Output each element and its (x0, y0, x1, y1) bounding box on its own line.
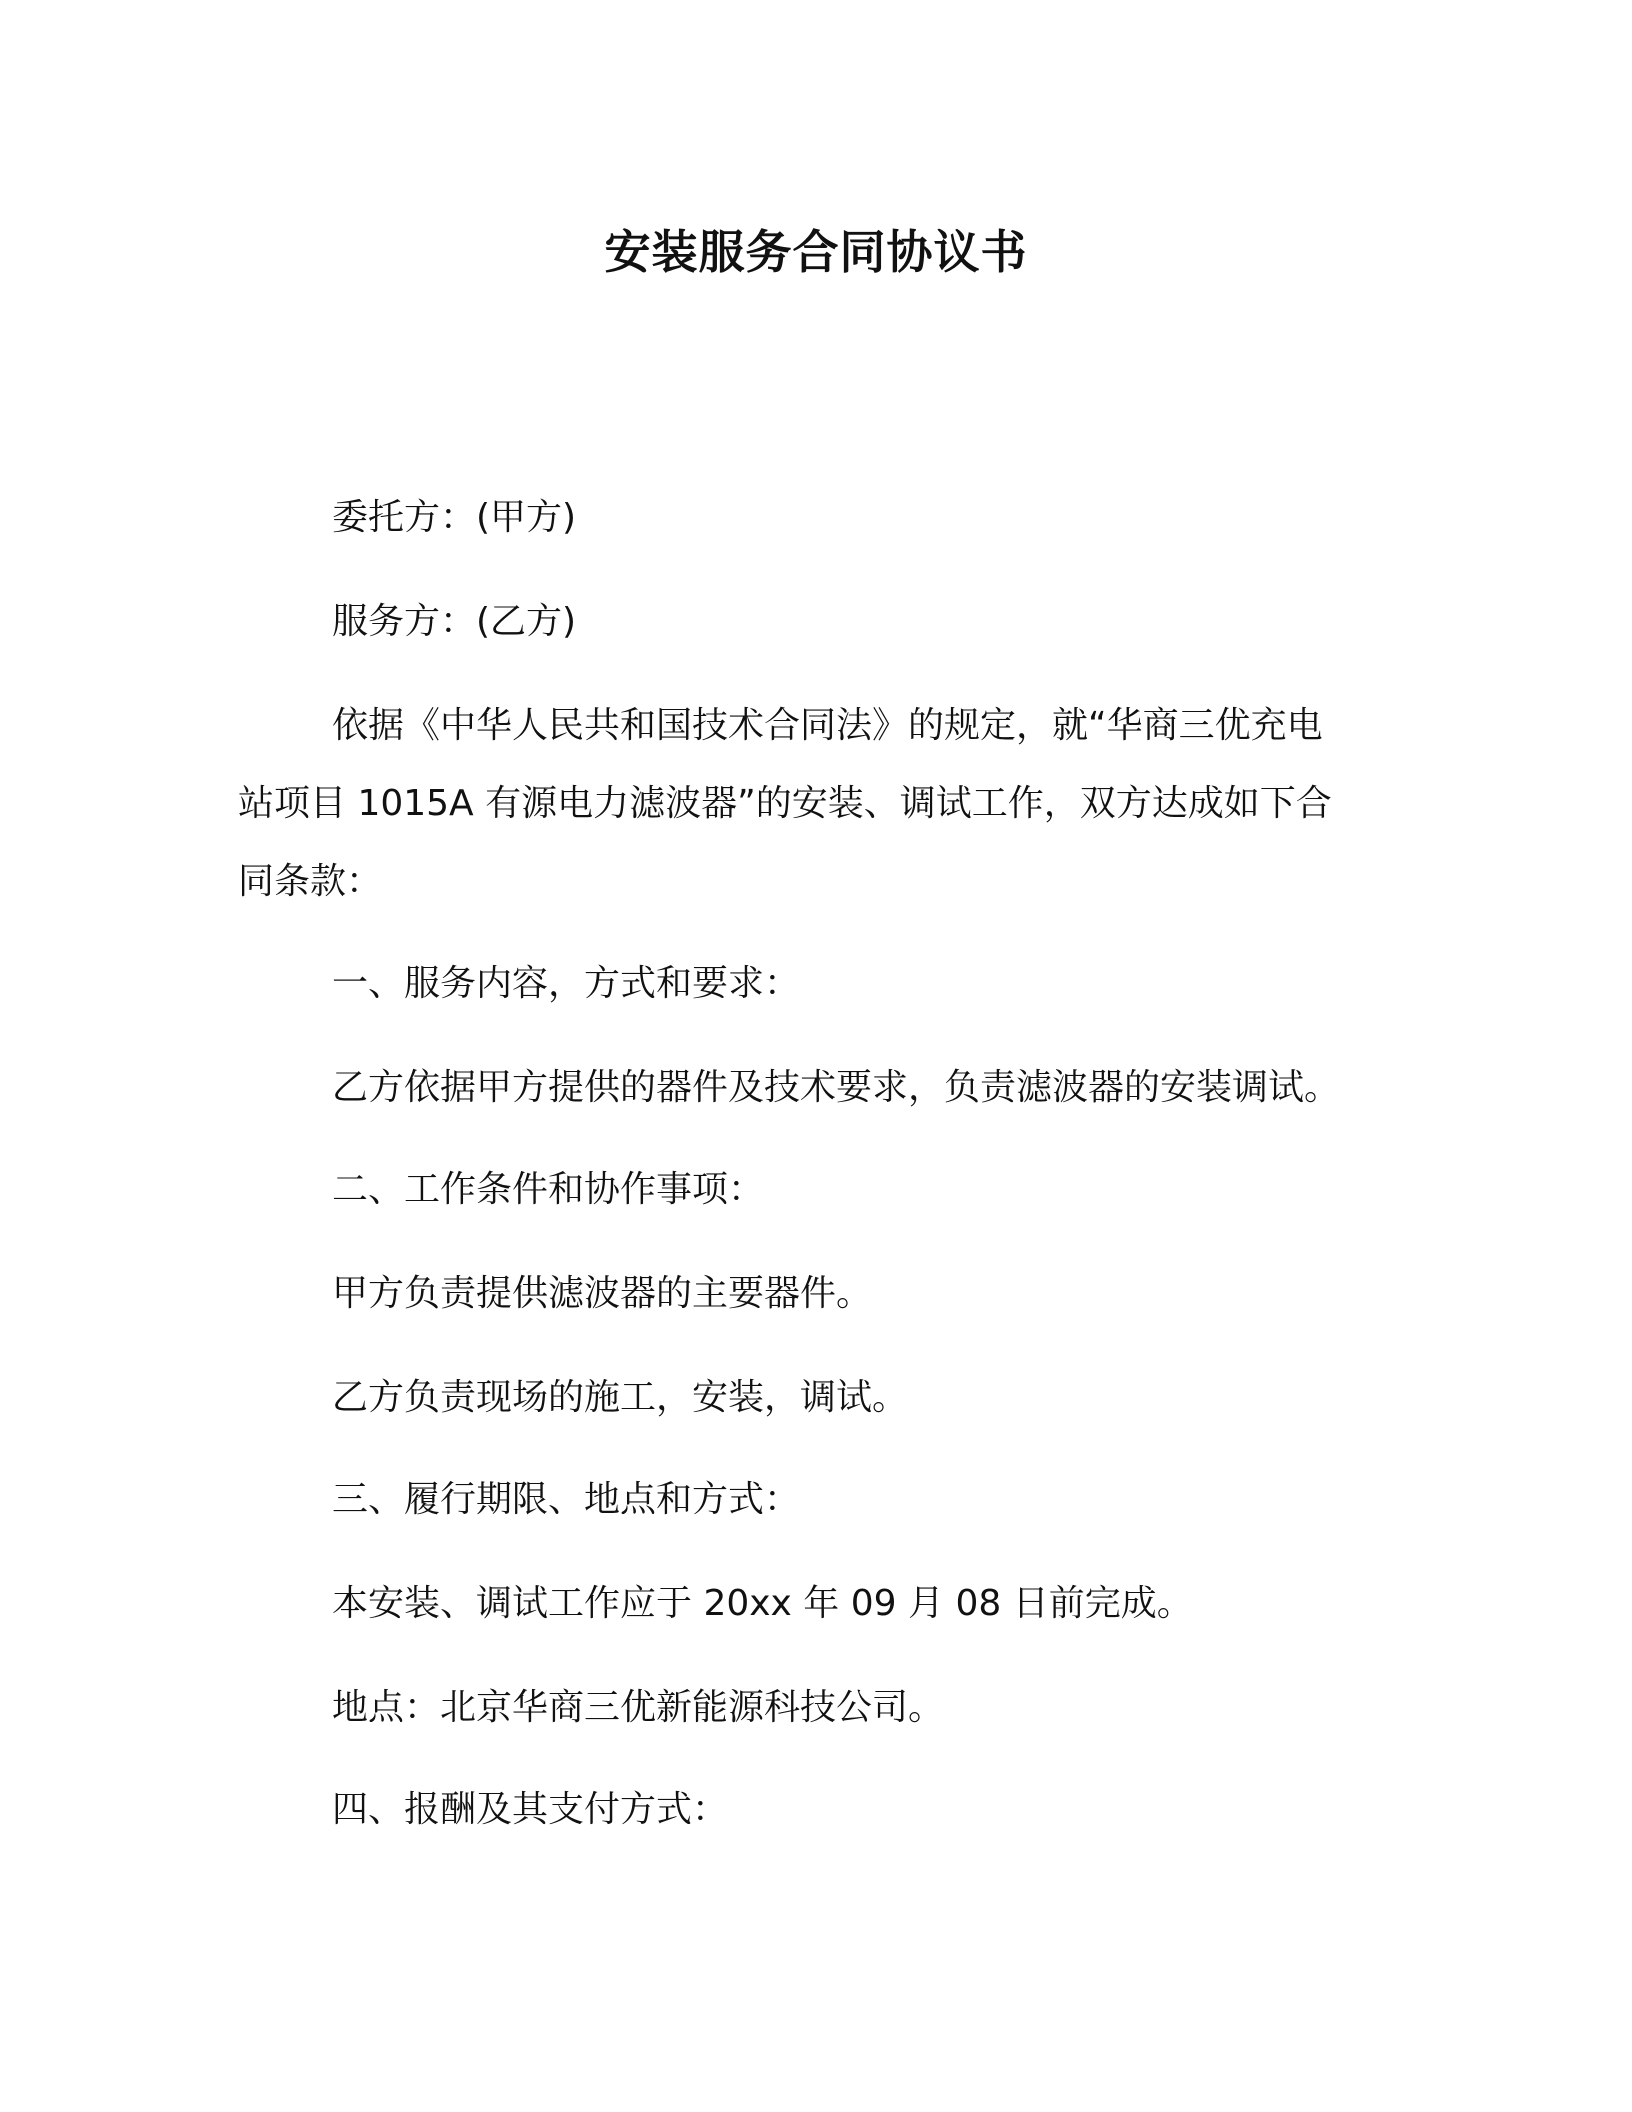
section-4-heading: 四、报酬及其支付方式： (332, 1789, 729, 1830)
section-1-line-1: 乙方依据甲方提供的器件及技术要求，负责滤波器的安装调试。 (332, 1067, 1341, 1108)
section-3-line-1: 本安装、调试工作应于 20xx 年 09 月 08 日前完成。 (332, 1583, 1193, 1624)
party-a-line: 委托方：(甲方) (332, 497, 577, 538)
section-2-line-1: 甲方负责提供滤波器的主要器件。 (332, 1273, 873, 1314)
intro-line-1: 依据《中华人民共和国技术合同法》的规定，就“华商三优充电 (332, 705, 1323, 746)
intro-line-3: 同条款： (238, 861, 383, 902)
section-2-heading: 二、工作条件和协作事项： (332, 1169, 765, 1210)
section-1-heading: 一、服务内容，方式和要求： (332, 963, 801, 1004)
intro-line-2: 站项目 1015A 有源电力滤波器”的安装、调试工作，双方达成如下合 (238, 783, 1332, 824)
section-3-line-2: 地点：北京华商三优新能源科技公司。 (332, 1687, 945, 1728)
section-3-heading: 三、履行期限、地点和方式： (332, 1479, 801, 1520)
party-b-line: 服务方：(乙方) (332, 601, 577, 642)
document-title: 安装服务合同协议书 (604, 225, 1028, 279)
section-2-line-2: 乙方负责现场的施工，安装，调试。 (332, 1377, 909, 1418)
